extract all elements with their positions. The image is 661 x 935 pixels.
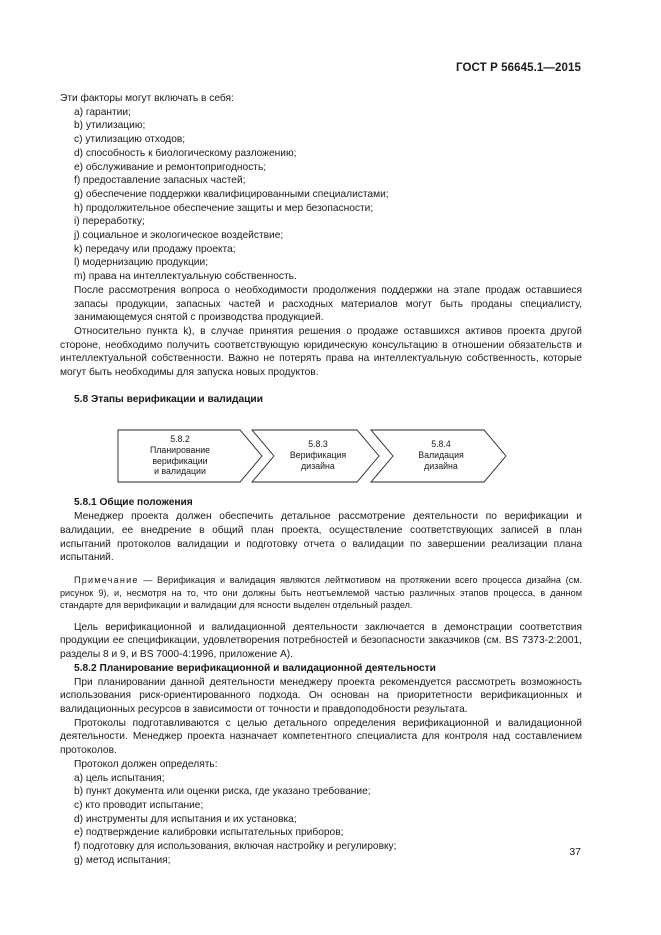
list-item: c) утилизацию отходов; [74, 134, 186, 146]
stage-label-line: Планирование [149, 445, 211, 456]
list-item: l) модернизацию продукции; [74, 257, 209, 269]
stage-number: 5.8.3 [308, 439, 328, 450]
list-item: f) подготовку для использования, включая настройку и регулировку; [74, 841, 397, 853]
stage-label-line: дизайна [424, 460, 458, 471]
stage-label-line: верификации [152, 455, 208, 466]
list-item: e) обслуживание и ремонтопригодность; [74, 161, 267, 173]
list-item: k) передачу или продажу проекта; [74, 243, 236, 255]
document-code: ГОСТ Р 56645.1—2015 [456, 62, 581, 74]
factors-intro: Эти факторы могут включать в себя: [60, 93, 234, 104]
list-item: j) социальное и экологическое воздействие; [74, 230, 284, 242]
stage-label-line: Верификация [289, 450, 347, 461]
list-item: b) пункт документа или оценки риска, где указано требование; [74, 786, 371, 798]
protocol-intro: Протокол должен определять: [74, 758, 218, 770]
paragraph-planning-2: Протоколы подготавливаются с целью детального определения верификационной и валидационной деятельности. Менеджер проекта назначает компетентного специалиста для контроля над составлением протоколов. [60, 717, 582, 757]
paragraph-general-1: Менеджер проекта должен обеспечить детальное рассмотрение деятельности по верификации и валидации, ее внедрение в общий план проекта, осуществление соответствующих записей в план испытаний протоколов валидации и подготовку отчета о валидации по завершении реализации плана испытаний. [60, 511, 582, 564]
protocol-list [74, 772, 582, 868]
stage-number: 5.8.4 [431, 439, 451, 450]
list-item: c) кто проводит испытание; [74, 799, 204, 811]
section-5-8-1-title: 5.8.1 Общие положения [74, 497, 193, 509]
paragraph-general-2: Цель верификационной и валидационной деятельности заключается в демонстрации соответствия продукции ее спецификации, удовлетворения потребностей и безопасности заказчиков (см. BS 7373-2:2001, разделы 8 и 9, и BS 7000-4:1996, приложение А). [60, 621, 582, 661]
section-5-8-title: 5.8 Этапы верификации и валидации [74, 393, 263, 405]
stage-label-line: дизайна [301, 460, 335, 471]
list-item: m) права на интеллектуальную собственность. [74, 271, 297, 283]
stage-box-5-8-3 [270, 439, 366, 471]
paragraph-item-k: Относительно пункта k), в случае принятия решения о продаже оставшихся активов проекта другой стороне, необходимо получить соответствующую юридическую консультацию в отношении обязательств и интеллектуальной собственности. Важно не потерять права на интеллектуальную собственность, которые могут быть необходимы для запуска новых продуктов. [60, 325, 582, 379]
stage-label-line: Валидация [418, 450, 464, 461]
list-item: d) инструменты для испытания и их установка; [74, 813, 297, 825]
list-item: a) гарантии; [74, 106, 131, 118]
list-item: g) метод испытания; [74, 854, 171, 866]
page-content [60, 92, 582, 867]
list-item: b) утилизацию; [74, 120, 146, 132]
factors-list [74, 106, 582, 284]
list-item: f) предоставление запасных частей; [74, 175, 246, 187]
list-item: g) обеспечение поддержки квалифицированными специалистами; [74, 188, 389, 200]
paragraph-after-review: После рассмотрения вопроса о необходимости продолжения поддержки на этапе продаж оставшиеся запасы продукции, запасных частей и расходных материалов могут быть проданы специалисту, занимающемуся снятой с производства продукцией. [74, 284, 582, 324]
stage-label-line: и валидации [154, 466, 206, 477]
stages-diagram [74, 418, 582, 486]
stage-box-5-8-2 [124, 434, 236, 476]
list-item: d) способность к биологическому разложению; [74, 147, 297, 159]
note-label: Примечание [74, 574, 139, 585]
stage-number: 5.8.2 [170, 434, 190, 445]
note-text: — Верификация и валидация являются лейтмотивом на протяжении всего процесса дизайна (см. рисунок 9), и, несмотря на то, что они должны быть неотъемлемой частью различных этапов процесса, в данном стандарте для верификации и валидации для ясности выделен отдельный раздел. [60, 574, 582, 611]
list-item: e) подтверждение калибровки испытательных приборов; [74, 827, 344, 839]
page-number: 37 [569, 846, 581, 858]
note [60, 574, 582, 612]
paragraph-planning-1: При планировании данной деятельности менеджеру проекта рекомендуется рассмотреть возможность использования риск-ориентированного подхода. Он основан на приоритетности верификационных и валидационных ресурсов в зависимости от точности и правдоподобности результата. [60, 676, 582, 715]
list-item: i) переработку; [74, 216, 145, 228]
stage-box-5-8-4 [389, 439, 493, 471]
list-item: h) продолжительное обеспечение защиты и мер безопасности; [74, 202, 374, 214]
list-item: a) цель испытания; [74, 772, 165, 784]
section-5-8-2-title: 5.8.2 Планирование верификационной и валидационной деятельности [74, 662, 436, 674]
